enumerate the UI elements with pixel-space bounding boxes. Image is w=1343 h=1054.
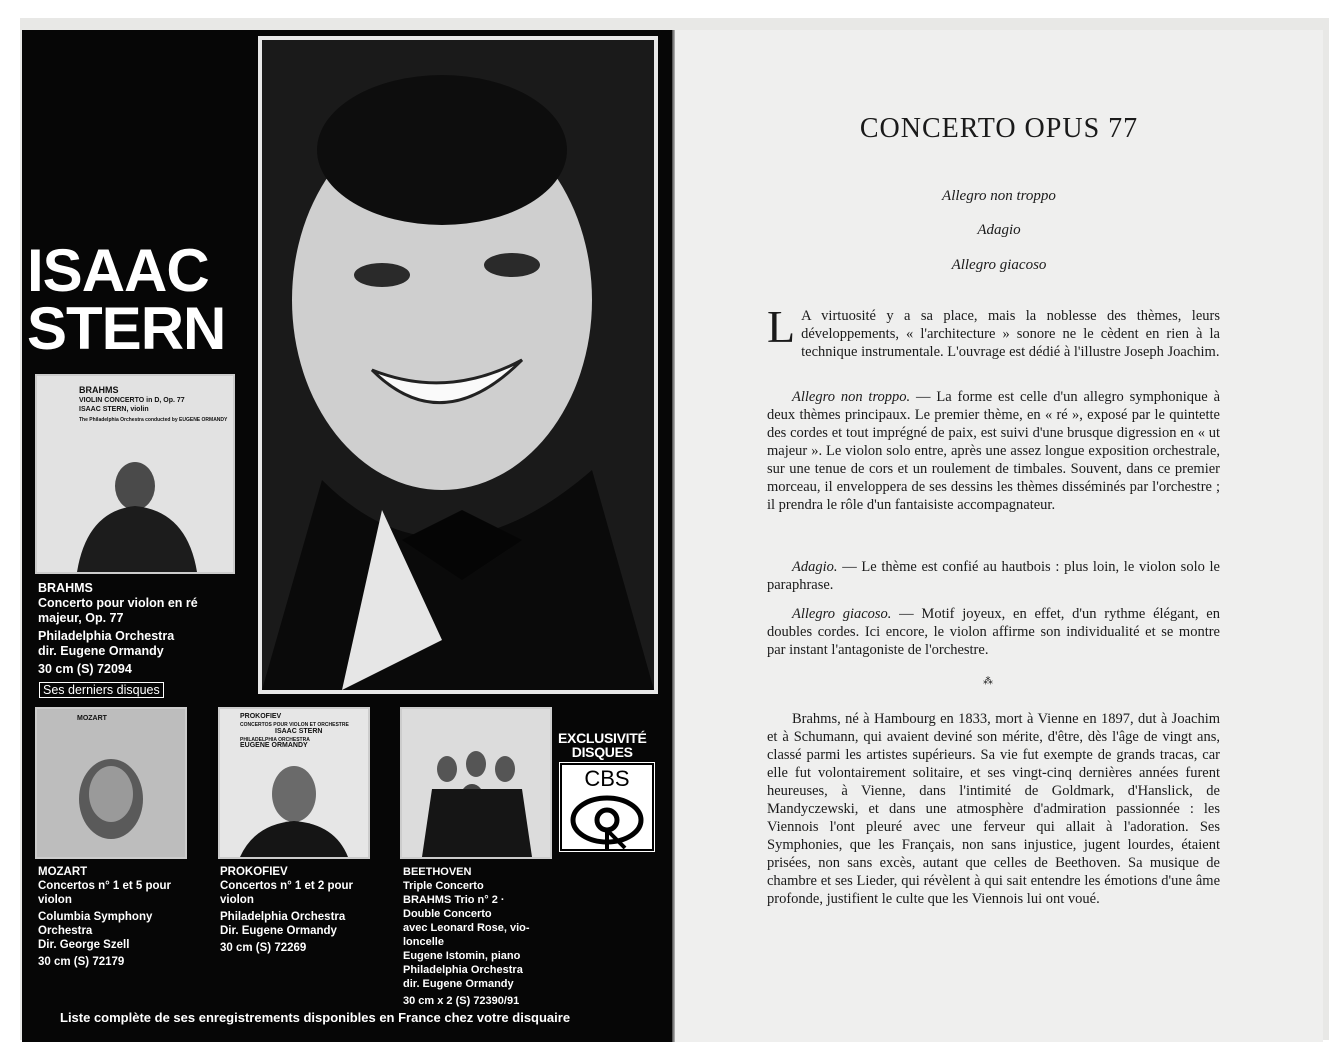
scan-border-bottom bbox=[0, 1040, 1343, 1054]
prokofiev-orchestra: Philadelphia Orchestra bbox=[220, 911, 346, 923]
featured-catalog: 30 cm (S) 72094 bbox=[38, 662, 132, 676]
featured-cover-composer: BRAHMS bbox=[79, 385, 119, 395]
cbs-logo-text: CBS bbox=[584, 766, 630, 791]
headline-line-1: ISAAC bbox=[27, 237, 209, 304]
beethoven-soloist-1: avec Leonard Rose, vio- bbox=[403, 922, 530, 934]
mozart-cover-title: MOZART bbox=[77, 715, 107, 722]
prokofiev-composer: PROKOFIEV bbox=[220, 866, 288, 878]
piece-title: CONCERTO OPUS 77 bbox=[859, 113, 1139, 144]
adagio-lead: Adagio. bbox=[792, 559, 838, 575]
portrait-illustration bbox=[262, 40, 654, 690]
left-page-advert bbox=[22, 30, 672, 1042]
featured-cover-soloist: ISAAC STERN, violin bbox=[79, 406, 149, 413]
adagio-paragraph bbox=[767, 558, 1220, 594]
featured-conductor: dir. Eugene Ormandy bbox=[38, 644, 164, 658]
latest-records-label: Ses derniers disques bbox=[39, 682, 164, 698]
right-page-programme-notes bbox=[675, 30, 1323, 1042]
beethoven-soloist-2: Eugene Istomin, piano bbox=[403, 950, 521, 962]
giacoso-text: — Motif joyeux, en effet, d'un rythme élégant, en doubles cordes. Ici encore, le violon affirme son individualité et se montre par instant l'antagoniste de l'orchestre. bbox=[767, 606, 1220, 658]
beethoven-orchestra: Philadelphia Orchestra bbox=[403, 964, 523, 976]
featured-album-info bbox=[38, 581, 238, 677]
exclusivity-line-2: DISQUES bbox=[571, 744, 633, 760]
beethoven-composer: BEETHOVEN bbox=[403, 866, 472, 878]
album-cover-beethoven bbox=[400, 707, 552, 859]
exclusivity-label bbox=[558, 731, 647, 759]
mozart-composer: MOZART bbox=[38, 866, 88, 878]
allegro-text: — La forme est celle d'un allegro symphonique à deux thèmes principaux. Le premier thème, en « ré », exposé par le quintette des cordes et tout imprégné de paix, est suivi d'une brusque digression en « ut majeur ». Le violon solo entre, après une assez longue exposition orchestrale, sur une tenue de cors et un roulement de timbales. Souvent, dans ce premier morceau, il enveloppera de ses dessins les thèmes disséminés par l'orchestre ; il prendra le rôle d'un fantaisiste accompagnateur. bbox=[767, 389, 1220, 513]
prokofiev-cover-sub: CONCERTOS POUR VIOLON ET ORCHESTRE bbox=[240, 722, 349, 728]
movement-2: Adagio bbox=[977, 222, 1021, 238]
giacoso-lead: Allegro giacoso. bbox=[792, 606, 892, 622]
headline-line-2: STERN bbox=[27, 295, 226, 362]
movement-3: Allegro giacoso bbox=[951, 257, 1047, 273]
movement-1: Allegro non troppo bbox=[942, 188, 1056, 204]
album-cover-mozart bbox=[35, 707, 187, 859]
scan-border-top bbox=[0, 0, 1343, 18]
biography-paragraph: Brahms, né à Hambourg en 1833, mort à Vienne en 1897, dut à Joachim et à Schumann, qui avaient deviné son mérite, d'être, dès l'âge de vingt ans, classé parmi les artistes supérieurs. Sa vie fut exempte de grands tracas, car elle fut volontairement solitaire, et ses vingt-cinq dernières années furent heureuses, à Vienne, dans l'intimité de Goldmark, d'Hanslick, de Mandyczewski, et dans une atmosphère d'admiration passionnée : les Viennois l'ont pleuré avec une ferveur qui allait à l'adoration. Ses Symphonies, que les Français, non sans injustice, jugent lourdes, étaient prisées, non sans excès, autant que celles de Beethoven. Sa musique de chambre et ses Lieder, qui révèlent à qui sait entendre les émotions d'une âme profonde, justifient le culte que les Viennois lui ont voué. bbox=[767, 711, 1220, 907]
beethoven-conductor: dir. Eugene Ormandy bbox=[403, 978, 514, 990]
prokofiev-work: Concertos n° 1 et 2 pour violon bbox=[220, 880, 354, 906]
prokofiev-cover-orch: PHILADELPHIA ORCHESTRA bbox=[240, 737, 310, 743]
artist-portrait bbox=[258, 36, 658, 694]
mozart-conductor: Dir. George Szell bbox=[38, 939, 130, 951]
featured-cover-orchestra: The Philadelphia Orchestra conducted by EUGENE ORMANDY bbox=[79, 417, 228, 423]
prokofiev-cover-title: PROKOFIEV bbox=[240, 713, 282, 720]
giacoso-paragraph bbox=[767, 605, 1220, 659]
featured-composer: BRAHMS bbox=[38, 581, 93, 595]
featured-work: Concerto pour violon en ré majeur, Op. 77 bbox=[38, 596, 198, 625]
beethoven-catalog: 30 cm x 2 (S) 72390/91 bbox=[403, 995, 520, 1007]
featured-cover-work: VIOLIN CONCERTO in D, Op. 77 bbox=[79, 397, 185, 404]
mozart-orchestra: Columbia Symphony Orchestra bbox=[38, 911, 153, 937]
allegro-lead: Allegro non troppo. bbox=[792, 389, 911, 405]
album-info-prokofiev bbox=[220, 865, 390, 955]
beethoven-work-2: BRAHMS Trio n° 2 · bbox=[403, 894, 505, 906]
discography-note: Liste complète de ses enregistrements disponibles en France chez votre disquaire bbox=[60, 1010, 571, 1025]
beethoven-soloist-1b: loncelle bbox=[403, 936, 444, 948]
intro-text: A virtuosité y a sa place, mais la noblesse des thèmes, leurs développements, « l'architecture » sonore ne le cèdent en rien à la technique instrumentale. L'ouvrage est dédié à l'illustre Joseph Joachim. bbox=[801, 308, 1220, 360]
scan-border-right bbox=[1329, 0, 1343, 1054]
featured-orchestra: Philadelphia Orchestra bbox=[38, 629, 175, 643]
drop-cap: L bbox=[767, 301, 796, 352]
exclusivity-line-1: EXCLUSIVITÉ bbox=[558, 730, 647, 746]
beethoven-work-3: Double Concerto bbox=[403, 908, 492, 920]
album-info-beethoven bbox=[403, 865, 563, 1008]
cbs-logo-icon bbox=[559, 762, 655, 852]
album-cover-prokofiev bbox=[218, 707, 370, 859]
artist-headline bbox=[27, 237, 226, 362]
section-separator: ⁂ bbox=[983, 676, 993, 687]
album-info-mozart bbox=[38, 865, 208, 969]
mozart-catalog: 30 cm (S) 72179 bbox=[38, 956, 125, 968]
prokofiev-cover-cond: EUGENE ORMANDY bbox=[240, 742, 308, 749]
prokofiev-catalog: 30 cm (S) 72269 bbox=[220, 942, 307, 954]
adagio-text: — Le thème est confié au hautbois : plus loin, le violon solo le paraphrase. bbox=[767, 559, 1220, 593]
allegro-paragraph bbox=[767, 388, 1220, 514]
scan-border-left bbox=[0, 0, 20, 1054]
intro-paragraph bbox=[767, 301, 1220, 361]
prokofiev-conductor: Dir. Eugene Ormandy bbox=[220, 925, 337, 937]
mozart-work: Concertos n° 1 et 5 pour violon bbox=[38, 880, 172, 906]
prokofiev-cover-artist: ISAAC STERN bbox=[275, 728, 323, 735]
featured-album-cover bbox=[35, 374, 235, 574]
beethoven-work-1: Triple Concerto bbox=[403, 880, 484, 892]
